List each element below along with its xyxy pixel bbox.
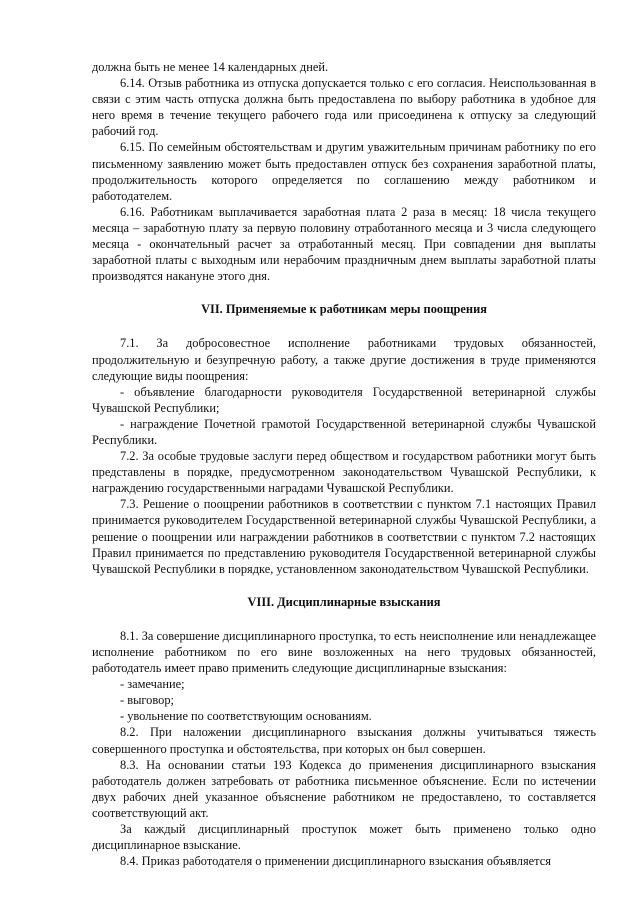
- paragraph-7-3: 7.3. Решение о поощрении работников в соответствии с пунктом 7.1 настоящих Правил принимается руководителем Государственной ветеринарной службы Чувашской Республики, а решение о поощрении или награждении работников в соответствии с пунктом 7.2 настоящих Правил принимается по представлению руководителя Государственной ветеринарной службы Чувашской Республики в порядке, установленном законодательством Чувашской Республики.: [92, 497, 596, 576]
- paragraph-6-16: 6.16. Работникам выплачивается заработная плата 2 раза в месяц: 18 числа текущего месяца – заработную плату за первую половину отработанного месяца и 3 числа следующего месяца - окончательный расчет за отработанный месяц. При совпадении дня выплаты заработной платы с выходным или нерабочим праздничным днем выплаты заработной платы производятся накануне этого дня.: [92, 204, 596, 284]
- list-item-8-1-c: - увольнение по соответствующим основаниям.: [120, 709, 372, 724]
- paragraph-8-3-continued: За каждый дисциплинарный проступок может быть применено только одно дисциплинарное взыскание.: [92, 822, 596, 853]
- spacer: [92, 317, 596, 335]
- spacer: [92, 610, 596, 628]
- paragraph-8-4: 8.4. Приказ работодателя о применении дисциплинарного взыскания объявляется: [120, 854, 551, 869]
- paragraph-continuation: должна быть не менее 14 календарных дней.: [92, 60, 329, 74]
- list-item-8-1-a: - замечание;: [120, 677, 185, 692]
- paragraph-6-15: 6.15. По семейным обстоятельствам и другим уважительным причинам работнику по его письменному заявлению может быть предоставлен отпуск без сохранения заработной платы, продолжительность которого определяется по соглашению между работником и работодателем.: [92, 140, 596, 203]
- paragraph-6-14: 6.14. Отзыв работника из отпуска допускается только с его согласия. Неиспользованная в связи с этим часть отпуска должна быть предоставлена по выбору работника в удобное для него время в течение текущего рабочего года или присоединена к отпуску за следующий рабочий год.: [92, 76, 596, 139]
- section-8-heading: VIII. Дисциплинарные взыскания: [247, 594, 441, 609]
- paragraph-8-2: 8.2. При наложении дисциплинарного взыскания должны учитываться тяжесть совершенного проступка и обстоятельства, при которых он был совершен.: [92, 725, 596, 756]
- paragraph-8-3: 8.3. На основании статьи 193 Кодекса до применения дисциплинарного взыскания работодатель должен затребовать от работника письменное объяснение. Если по истечении двух рабочих дней указанное объяснение работником не предоставлено, то составляется соответствующий акт.: [92, 757, 596, 820]
- list-item-8-1-b: - выговор;: [120, 693, 174, 708]
- spacer: [92, 577, 596, 594]
- section-7-heading: VII. Применяемые к работникам меры поощрения: [201, 302, 487, 317]
- spacer: [92, 284, 596, 301]
- paragraph-7-2: 7.2. За особые трудовые заслуги перед обществом и государством работники могут быть представлены в порядке, предусмотренном законодательством Чувашской Республики, к награждению государственными наградами Чувашской Республики.: [92, 449, 596, 496]
- paragraph-7-1: 7.1. За добросовестное исполнение работниками трудовых обязанностей, продолжительную и безупречную работу, а также другие достижения в труде применяются следующие виды поощрения:: [92, 336, 596, 383]
- list-item-7-1-a: - объявление благодарности руководителя Государственной ветеринарной службы Чувашской Республики;: [92, 384, 596, 415]
- paragraph-8-1: 8.1. За совершение дисциплинарного проступка, то есть неисполнение или ненадлежащее исполнение работником по его вине возложенных на него трудовых обязанностей, работодатель имеет право применить следующие дисциплинарные взыскания:: [92, 628, 596, 676]
- list-item-7-1-b: - награждение Почетной грамотой Государственной ветеринарной службы Чувашской Республики.: [92, 416, 596, 447]
- document-body: [92, 59, 596, 869]
